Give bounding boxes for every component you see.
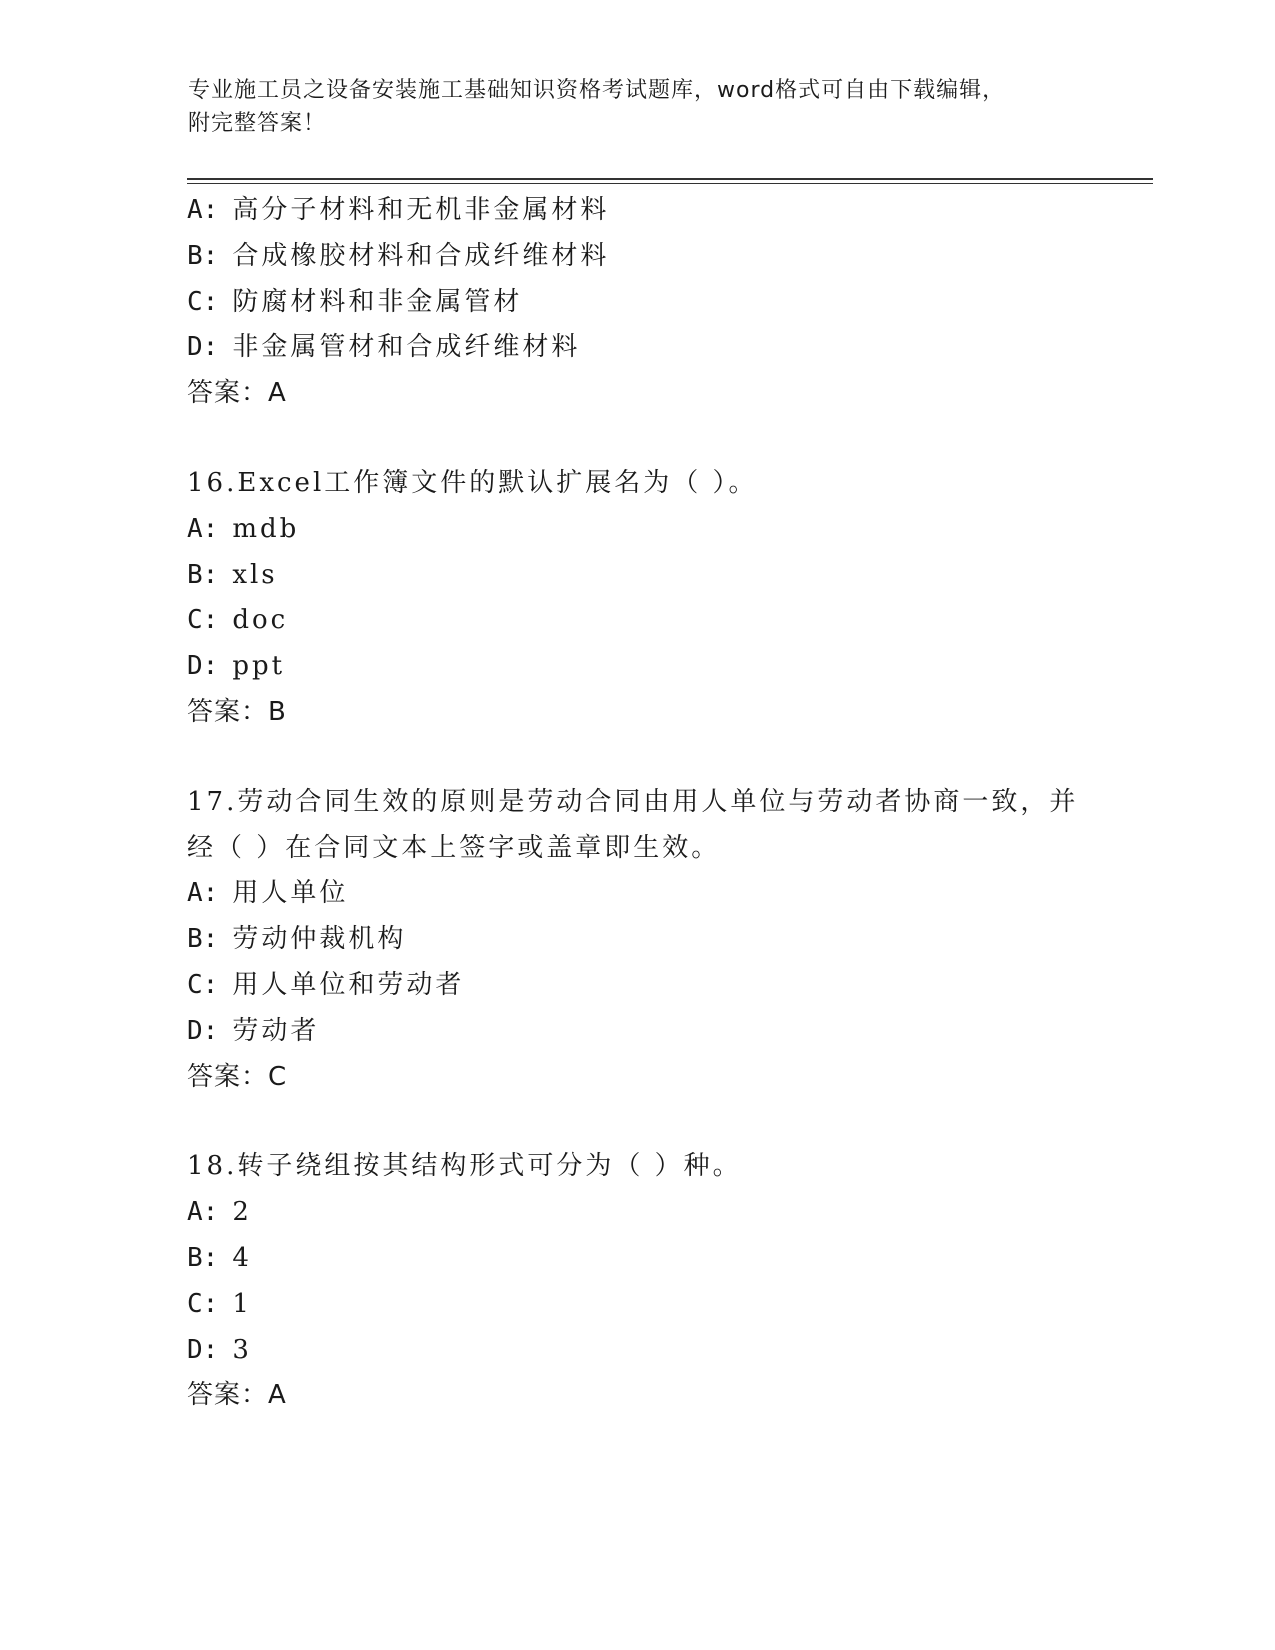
question-17: [187, 780, 1087, 1101]
option-d: D: 劳动者: [187, 1015, 320, 1046]
question-list: [187, 188, 1087, 1419]
option-a: A: 高分子材料和无机非金属材料: [187, 195, 610, 225]
question-title: 16.Excel工作簿文件的默认扩展名为（ ）。: [187, 467, 758, 498]
option-c: C: 1: [187, 1288, 252, 1319]
header-divider-thick: [187, 178, 1153, 180]
option-c: C: doc: [187, 605, 289, 636]
question-16: [187, 461, 1087, 736]
answer: 答案：B: [187, 696, 287, 727]
option-b: B: 劳动仲裁机构: [187, 924, 407, 955]
option-c: C: 用人单位和劳动者: [187, 969, 465, 1000]
header-line-1: 专业施工员之设备安装施工基础知识资格考试题库，word格式可自由下载编辑，: [188, 78, 1006, 103]
question-18: [187, 1144, 1087, 1419]
option-d: D: 非金属管材和合成纤维材料: [187, 332, 581, 363]
option-b: B: 4: [187, 1242, 252, 1273]
question-title-line-2: 经（ ）在合同文本上签字或盖章即生效。: [187, 832, 721, 863]
option-a: A: 2: [187, 1197, 252, 1228]
option-a: A: 用人单位: [187, 878, 349, 909]
answer: 答案：A: [187, 378, 287, 409]
question-15: [187, 188, 1087, 417]
question-title-line-1: 17.劳动合同生效的原则是劳动合同由用人单位与劳动者协商一致，并: [187, 786, 1079, 817]
header-line-2: 附完整答案！: [188, 111, 327, 136]
answer: 答案：A: [187, 1380, 287, 1411]
option-b: B: xls: [187, 559, 278, 590]
question-title: 18.转子绕组按其结构形式可分为（ ）种。: [187, 1151, 742, 1182]
answer: 答案：C: [187, 1061, 288, 1092]
option-c: C: 防腐材料和非金属管材: [187, 286, 523, 317]
header-divider-thin: [187, 183, 1153, 184]
option-d: D: ppt: [187, 651, 286, 682]
option-d: D: 3: [187, 1334, 252, 1365]
page-header: [188, 74, 1068, 140]
option-a: A: mdb: [187, 513, 300, 544]
option-b: B: 合成橡胶材料和合成纤维材料: [187, 240, 610, 271]
